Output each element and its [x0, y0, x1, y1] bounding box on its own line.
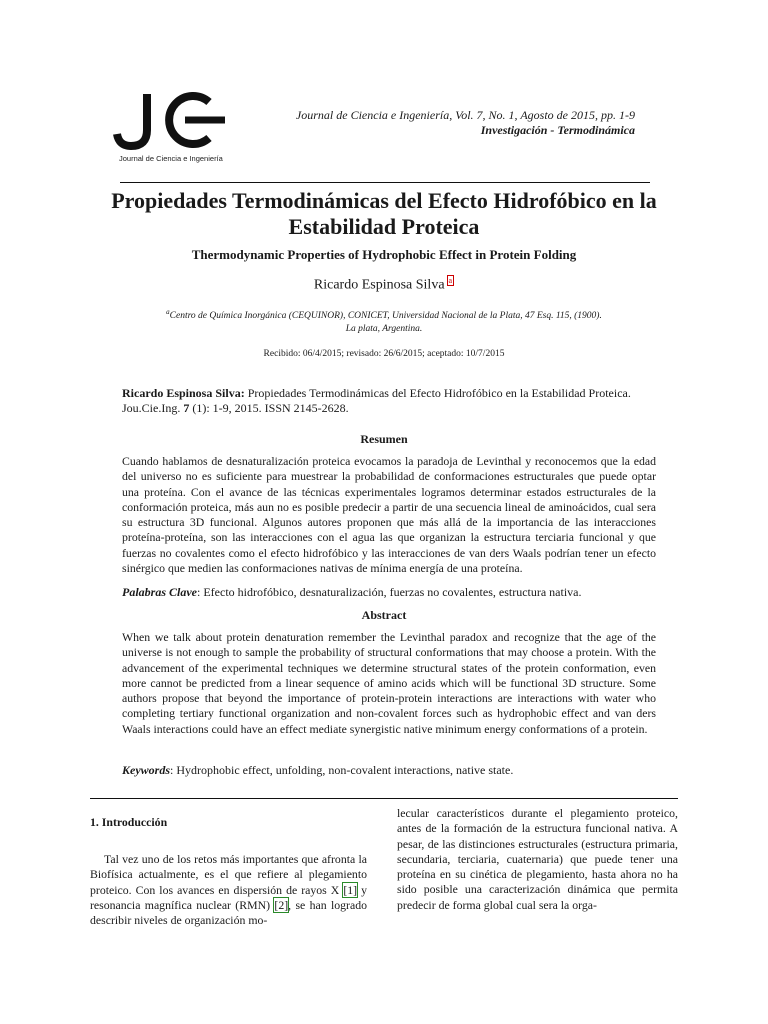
author-line: [100, 276, 668, 294]
affiliation: [130, 306, 638, 336]
section-label: Investigación - Termodinámica: [480, 123, 635, 137]
citation-text-end: (1): 1-9, 2015. ISSN 2145-2628.: [189, 401, 349, 415]
intro-left-column: [90, 852, 367, 928]
abstract-heading: Abstract: [361, 608, 407, 622]
keywords-label: Keywords: [122, 763, 170, 777]
journal-reference: Journal de Ciencia e Ingeniería, Vol. 7, No. 1, Agosto de 2015, pp. 1-9: [295, 108, 635, 122]
paper-title: Propiedades Termodinámicas del Efecto Hidrofóbico en la Estabilidad Proteica: [111, 188, 657, 239]
resumen-heading: Resumen: [360, 432, 408, 446]
paper-subtitle: Thermodynamic Properties of Hydrophobic Effect in Protein Folding: [191, 247, 577, 262]
keywords-text: : Hydrophobic effect, unfolding, non-covalent interactions, native state.: [170, 763, 514, 777]
affiliation-line-1: Centro de Química Inorgánica (CEQUINOR), CONICET, Universidad Nacional de la Plata, 47 Esq. 115, (1900).: [169, 311, 602, 322]
affiliation-mark: a: [166, 308, 170, 316]
citation-text: Propiedades Termodinámicas del Efecto Hidrofóbico en la Estabilidad Proteica. Jou.Cie.Ing.: [122, 386, 631, 415]
journal-logo: [113, 88, 243, 168]
section-heading-introduccion: 1. Introducción: [90, 815, 168, 829]
palabras-clave: [122, 585, 656, 600]
reference-link-2[interactable]: [2]: [274, 897, 289, 912]
abstract-body: When we talk about protein denaturation remember the Levinthal paradox and recognize that the age of the universe is not enough to sample the probability of structural conformations that may choose a protein. With the advancement of the experimental techniques we determine structural states of the protein conformation, even more cannot be predicted from a linear sequence of amino acids which will be functional 3D structure. Some authors propose that beyond the importance of protein-protein interactions are interactions with water who completing tertiary functional organization and non-covalent forces such as hydrophobic effect and van ders Waals interactions could have an effect mediate synergistic native minimum energy conformations of a protein.: [122, 630, 656, 736]
header-divider: [120, 182, 650, 183]
abstract-divider: [90, 798, 678, 799]
palabras-clave-label: Palabras Clave: [122, 585, 197, 599]
intro-right-column: lecular característicos durante el plegamiento proteico, antes de la formación de la estructura funcional nativa. A pesar, de las distinciones estructurales (estructura primaria, secundaria, terciaria, cuaternaria) que puede tener una proteína en su cinética de plegamiento, hasta ahora no ha sido posible una caracterización dinámica que permita predecir de forma global cual sera la orga-: [397, 806, 678, 912]
reference-link-1[interactable]: [1]: [343, 882, 358, 897]
intro-text-1: Tal vez uno de los retos más importantes que afronta la Biofísica actualmente, es el que refiere al plegamiento proteico. Con los avances en dispersión de rayos X: [90, 852, 367, 897]
affiliation-line-2: La plata, Argentina.: [345, 324, 423, 335]
citation-volume: 7: [183, 401, 190, 415]
submission-dates: Recibido: 06/4/2015; revisado: 26/6/2015; aceptado: 10/7/2015: [263, 349, 505, 359]
palabras-clave-text: : Efecto hidrofóbico, desnaturalización, fuerzas no covalentes, estructura nativa.: [197, 585, 582, 599]
intro-text-2: y resonancia magnífica nuclear (RMN): [90, 882, 367, 912]
keywords: [122, 763, 656, 778]
citation-author: Ricardo Espinosa Silva:: [122, 386, 245, 400]
resumen-body: Cuando hablamos de desnaturalización proteica evocamos la paradoja de Levinthal y reconocemos que la edad del universo no es suficiente para muestrear la probabilidad de conformaciones estructurales que puede optar una proteína. Con el avance de las técnicas experimentales logramos determinar estados estructurales de la conformación proteica, más aun no es posible predecir a partir de una secuencia lineal de aminoácidos, cual sera su estructura 3D funcional. Algunos autores proponen que más allá de la importancia de las interacciones proteína-proteína, son las interacciones con el agua las que organizan la estructura terciaria funcional y que fuerzas no covalentes como el efecto hidrofóbico y las interacciones de van ders Waals podrían tener un efecto sinérgico que medien las conformaciones nativas de mínima energía de una proteína.: [122, 454, 656, 576]
author-name: Ricardo Espinosa Silva: [313, 277, 445, 293]
author-affiliation-link[interactable]: a: [448, 276, 453, 285]
jc-logo-mark: [113, 88, 233, 154]
logo-caption: Journal de Ciencia e Ingeniería: [119, 154, 223, 163]
citation: [122, 386, 654, 416]
intro-text-3: , se han logrado describir niveles de organización mo-: [90, 897, 368, 928]
